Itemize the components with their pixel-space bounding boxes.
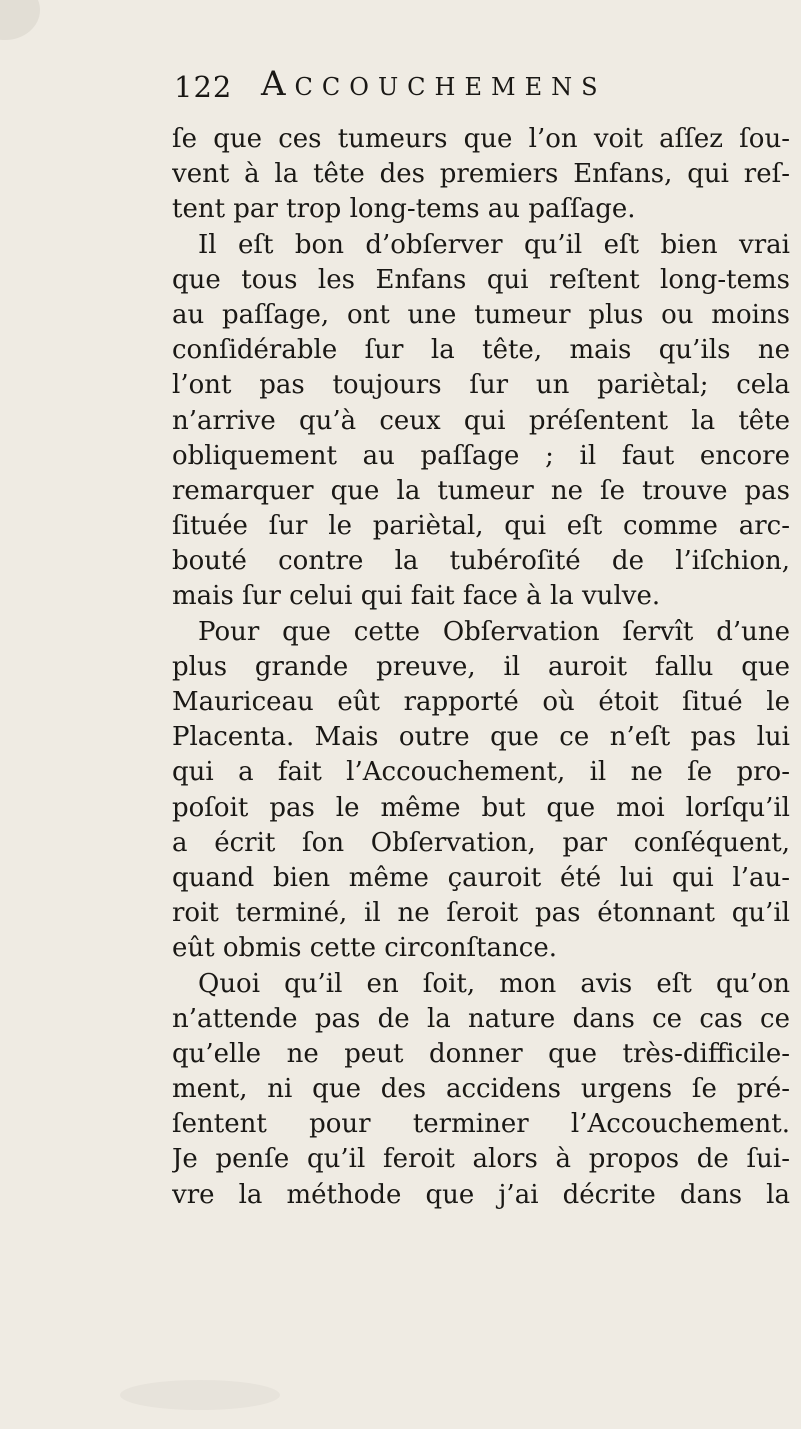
- text-line: ſituée ſur le pariètal, qui eſt comme arc-: [172, 511, 790, 542]
- text-line: plus grande preuve, il auroit fallu que: [172, 651, 790, 682]
- text-line: Mauriceau eût rapporté où étoit ſitué le: [172, 687, 790, 717]
- text-line: n’attende pas de la nature dans ce cas ce: [172, 1003, 790, 1034]
- text-line: ſentent pour terminer l’Accouchement.: [172, 1109, 790, 1140]
- text-line: vre la méthode que j’ai décrite dans la: [172, 1179, 790, 1210]
- text-line: Il eſt bon d’obſerver qu’il eſt bien vrai: [198, 229, 790, 260]
- text-line: vent à la tête des premiers Enfans, qui reſ-: [172, 159, 790, 190]
- text-line: Pour que cette Obſervation ſervît d’une: [198, 616, 790, 647]
- paper-stain: [0, 0, 40, 40]
- paper-stain: [120, 1380, 280, 1410]
- text-line: mais ſur celui qui fait face à la vulve.: [172, 581, 661, 612]
- text-line: que tous les Enfans qui reſtent long-tems: [172, 264, 790, 295]
- text-line: qu’elle ne peut donner que très-difficile-: [172, 1038, 790, 1069]
- text-line: ment, ni que des accidens urgens ſe pré-: [172, 1074, 790, 1105]
- text-line: n’arrive qu’à ceux qui préſentent la tête: [172, 405, 790, 436]
- running-head: Accouchemens: [261, 64, 607, 104]
- text-line: au paſſage, ont une tumeur plus ou moins: [172, 299, 790, 330]
- page-number: 122: [174, 70, 233, 104]
- body-text: [172, 122, 790, 1213]
- text-line: ſe que ces tumeurs que l’on voit aſſez ſou-: [172, 124, 790, 154]
- text-line: Quoi qu’il en ſoit, mon avis eſt qu’on: [198, 968, 790, 999]
- text-line: Placenta. Mais outre que ce n’eſt pas lui: [172, 722, 790, 753]
- text-line: roit terminé, il ne ſeroit pas étonnant qu’il: [172, 898, 790, 929]
- text-line: l’ont pas toujours ſur un pariètal; cela: [172, 370, 790, 401]
- text-line: a écrit ſon Obſervation, par conſéquent,: [172, 827, 790, 858]
- text-line: conſidérable ſur la tête, mais qu’ils ne: [172, 335, 790, 366]
- text-line: quand bien même çauroit été lui qui l’au-: [172, 862, 790, 893]
- text-line: bouté contre la tubéroſité de l’iſchion,: [172, 546, 790, 577]
- text-line: tent par trop long-tems au paſſage.: [172, 194, 636, 225]
- text-line: obliquement au paſſage ; il faut encore: [172, 440, 790, 471]
- text-line: poſoit pas le même but que moi lorſqu’il: [172, 792, 790, 823]
- text-line: qui a fait l’Accouchement, il ne ſe pro-: [172, 757, 790, 788]
- text-line: Je penſe qu’il feroit alors à propos de ſui-: [172, 1144, 790, 1175]
- text-line: eût obmis cette circonſtance.: [172, 933, 558, 964]
- page-header: [174, 64, 774, 114]
- text-line: remarquer que la tumeur ne ſe trouve pas: [172, 475, 790, 506]
